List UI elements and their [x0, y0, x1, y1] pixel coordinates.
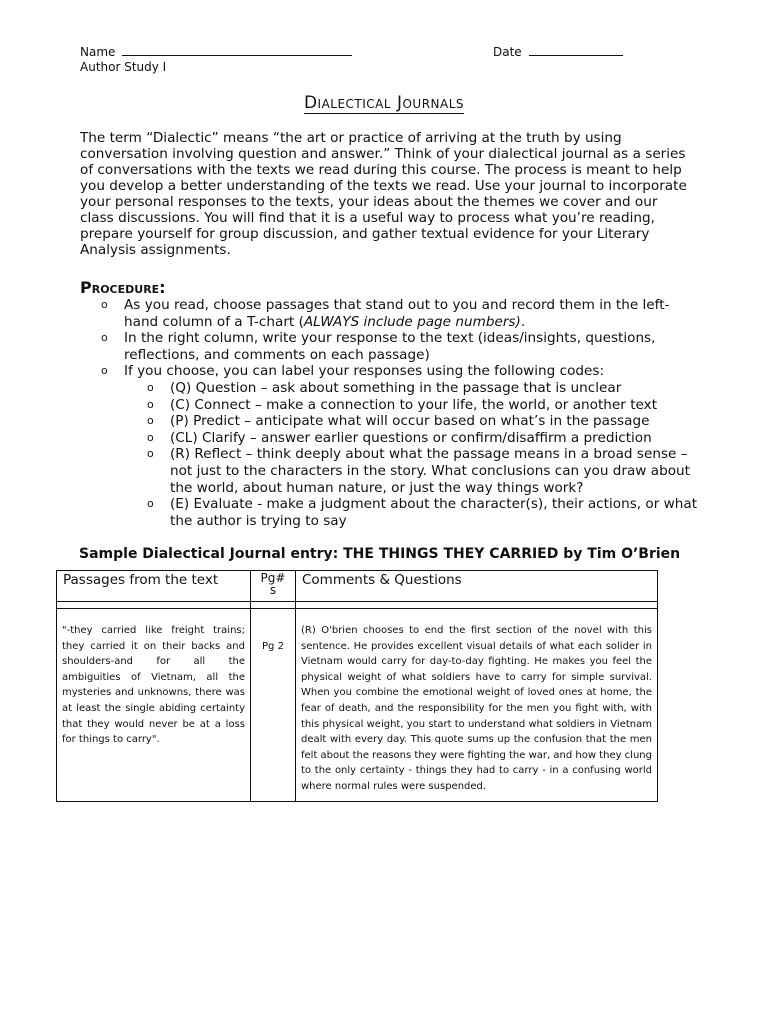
name-label: Name: [80, 45, 116, 59]
code-item-text: (CL) Clarify – answer earlier questions or confirm/disaffirm a prediction: [170, 429, 652, 446]
bullet-mark: o: [101, 298, 108, 311]
table-spacer-row: [57, 602, 658, 609]
bullet-mark: o: [101, 331, 108, 345]
code-item-text: (P) Predict – anticipate what will occur based on what’s in the passage: [170, 413, 650, 430]
code-item: [0, 397, 700, 414]
procedure-item-text: If you choose, you can label your responses using the following codes:: [124, 363, 605, 380]
code-item: [0, 380, 700, 397]
procedure-item-emphasis: ALWAYS include page numbers): [303, 313, 521, 330]
column-header-comments: Comments & Questions: [296, 571, 658, 602]
bullet-mark: o: [147, 397, 154, 411]
spacer-cell: [296, 602, 658, 609]
passage-cell: "-they carried like freight trains; they carried it on their backs and shoulders-and for all the ambiguities of Vietnam, all the mysteries and unknowns, there was at least the single abiding certainty that they would never be at a loss for things to carry".: [57, 609, 251, 802]
sample-journal-table: [56, 570, 658, 802]
procedure-heading: Procedure:: [80, 278, 166, 297]
procedure-item: [0, 363, 684, 380]
code-item-text: (Q) Question – ask about something in the passage that is unclear: [170, 379, 622, 396]
bullet-mark: o: [101, 364, 108, 378]
table-row: [57, 609, 658, 802]
code-item: [0, 430, 700, 447]
date-label: Date: [493, 45, 522, 59]
bullet-mark: o: [147, 447, 154, 461]
procedure-list: [0, 297, 768, 529]
column-header-pages-text: Pg# s: [260, 571, 286, 597]
date-line: [493, 44, 623, 60]
code-item: [0, 413, 700, 430]
name-line: [80, 44, 352, 60]
spacer-cell: [251, 602, 296, 609]
code-item-text: (R) Reflect – think deeply about what the passage means in a broad sense – not just to the characters in the story. What conclusions can you draw about the world, about human nature, or just the way things work?: [170, 446, 690, 496]
bullet-mark: o: [147, 430, 154, 444]
procedure-item: [0, 330, 684, 363]
intro-paragraph: The term “Dialectic” means “the art or practice of arriving at the truth by using conversation involving question and answer.” Think of your dialectical journal as a series of conversations with the texts we read during this course. The process is meant to help you develop a better understanding of the texts we read. Use your journal to incorporate your personal responses to the texts, your ideas about the themes we cover and our class discussions. You will find that it is a useful way to process what you’re reading, prepare yourself for group discussion, and gather textual evidence for your Literary Analysis assignments.: [80, 130, 687, 258]
course-label: Author Study I: [80, 60, 167, 74]
bullet-mark: o: [147, 497, 154, 511]
code-item: [0, 496, 700, 529]
procedure-item-text: In the right column, write your response to the text (ideas/insights, questions, reflections, and comments on each passage): [124, 330, 656, 363]
code-item: [0, 446, 700, 496]
column-header-pages: [251, 571, 296, 602]
page-title: [0, 93, 768, 113]
code-item-text: (C) Connect – make a connection to your life, the world, or another text: [170, 396, 658, 413]
procedure-item-text-end: .: [520, 313, 526, 330]
bullet-mark: o: [147, 380, 154, 394]
bullet-mark: o: [147, 414, 154, 428]
spacer-cell: [57, 602, 251, 609]
column-header-passages: Passages from the text: [57, 571, 251, 602]
page-cell: Pg 2: [251, 609, 296, 802]
comment-cell: (R) O'brien chooses to end the first section of the novel with this sentence. He provides excellent visual details of what each solider in Vietnam would carry for day-to-day fighting. He makes you feel the physical weight of what soldiers have to carry for simple survival. When you combine the emotional weight of loved ones at home, the fear of death, and the responsibility for the men you fight with, with this physical weight, you start to understand what soldiers in Vietnam dealt with every day. This quote sums up the confusion that the men felt about the reasons they were fighting the war, and how they clung to the only certainty - things they had to carry - in a confusing world where normal rules were suspended.: [296, 609, 658, 802]
name-blank: [122, 44, 352, 56]
page-title-text: Dialectical Journals: [303, 93, 465, 113]
sample-heading: Sample Dialectical Journal entry: THE THINGS THEY CARRIED by Tim O’Brien: [79, 546, 681, 562]
date-blank: [529, 44, 623, 56]
procedure-item-text: As you read, choose passages that stand out to you and record them in the left-hand column of a T-chart (: [124, 297, 670, 330]
procedure-item: [0, 297, 684, 330]
table-header-row: [57, 571, 658, 602]
code-item-text: (E) Evaluate - make a judgment about the character(s), their actions, or what the author is trying to say: [170, 496, 698, 529]
